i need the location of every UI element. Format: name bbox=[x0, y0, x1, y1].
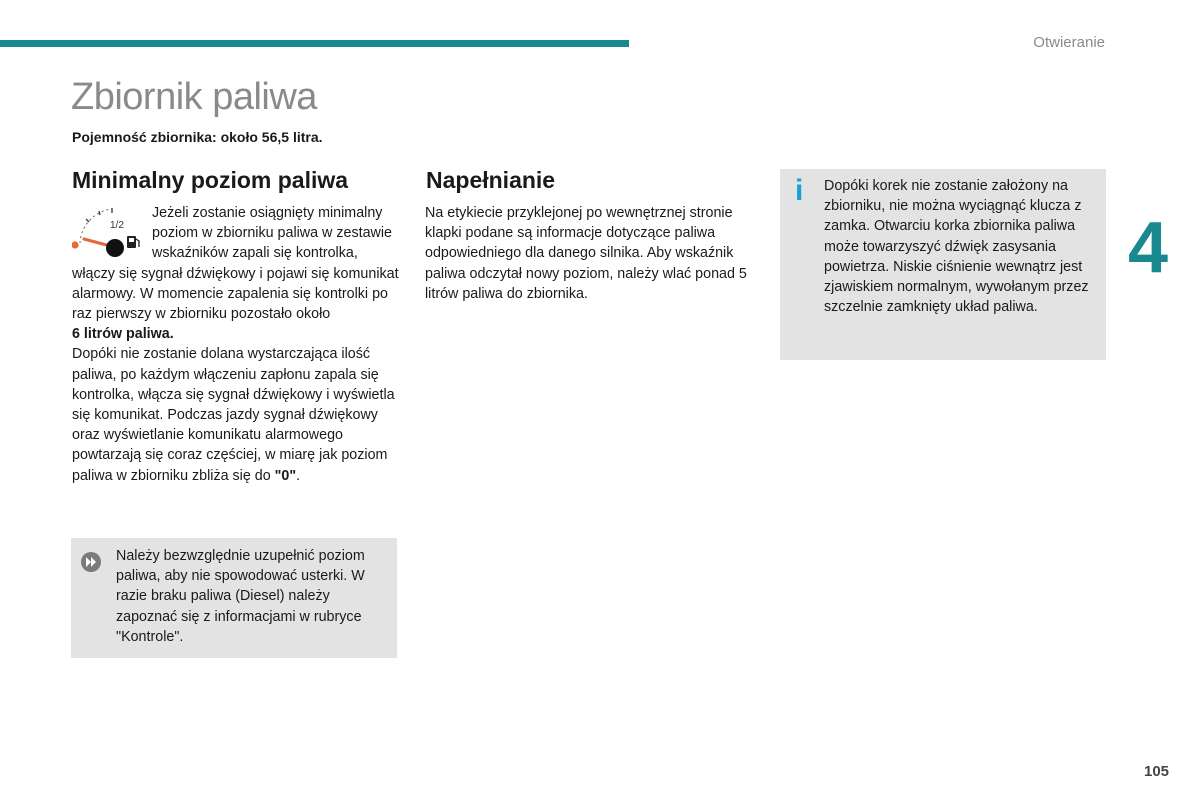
minimal-fuel-text-1: Jeżeli zostanie osiągnięty minimalny poziom w zbiorniku paliwa w zestawie wskaźników zapali się kontrolka, włączy się sygnał dźwiękowy i pojawi się komunikat alarmowy. W momencie zapalenia się kontrolki po raz pierwszy w zbiorniku pozostało około bbox=[72, 205, 399, 323]
minimal-fuel-paragraph-1 bbox=[72, 203, 400, 344]
zero-level-label: "0" bbox=[274, 467, 297, 484]
info-icon: i bbox=[795, 174, 804, 207]
info-text: Dopóki korek nie zostanie założony na zbiorniku, nie można wyciągnąć klucza z zamka. Otwarciu korka zbiornika paliwa może towarzyszyć dźwięk zasysania powietrza. Niskie ciśnienie wewnątrz jest zjawiskiem normalnym, wywołanym przez szczelnie zamknięty układ paliwa. bbox=[824, 178, 1089, 316]
page-number: 105 bbox=[1144, 763, 1170, 780]
minimal-fuel-text-2: Dopóki nie zostanie dolana wystarczająca ilość paliwa, po każdym włączeniu zapłonu zapala się kontrolka, włącza się sygnał dźwiękowy i wyświetla się komunikat. Podczas jazdy sygnał dźwiękowy oraz wyświetlanie komunikatu alarmowego powtarzają się coraz częściej, w miarę jak poziom paliwa w zbiorniku zbliża się do bbox=[72, 346, 395, 484]
minimal-fuel-paragraph-2 bbox=[72, 344, 400, 485]
gauge-half-label: 1/2 bbox=[110, 220, 124, 231]
minimal-fuel-amount: 6 litrów paliwa. bbox=[72, 326, 174, 343]
page-title: Zbiornik paliwa bbox=[71, 76, 317, 118]
tank-capacity: Pojemność zbiornika: około 56,5 litra. bbox=[72, 129, 323, 145]
minimal-fuel-section bbox=[72, 203, 400, 486]
chapter-number: 4 bbox=[1128, 208, 1169, 288]
refuelling-section bbox=[425, 203, 755, 304]
section-name: Otwieranie bbox=[1033, 34, 1105, 51]
refuelling-heading: Napełnianie bbox=[426, 167, 556, 193]
refuelling-text: Na etykiecie przyklejonej po wewnętrznej stronie klapki podane są informacje dotyczące paliwa odpowiedniego dla danego silnika. Aby wskaźnik paliwa odczytał nowy poziom, należy wlać ponad 5 litrów paliwa do zbiornika. bbox=[425, 205, 747, 302]
warning-skip-icon bbox=[80, 551, 102, 573]
header-accent-bar bbox=[0, 40, 629, 47]
warning-text: Należy bezwzględnie uzupełnić poziom paliwa, aby nie spowodować usterki. W razie braku paliwa (Diesel) należy zapoznać się z informacjami w rubryce "Kontrole". bbox=[116, 548, 365, 645]
minimal-fuel-heading: Minimalny poziom paliwa bbox=[72, 167, 349, 193]
fuel-gauge-icon bbox=[72, 203, 150, 263]
sentence-end: . bbox=[296, 467, 301, 484]
